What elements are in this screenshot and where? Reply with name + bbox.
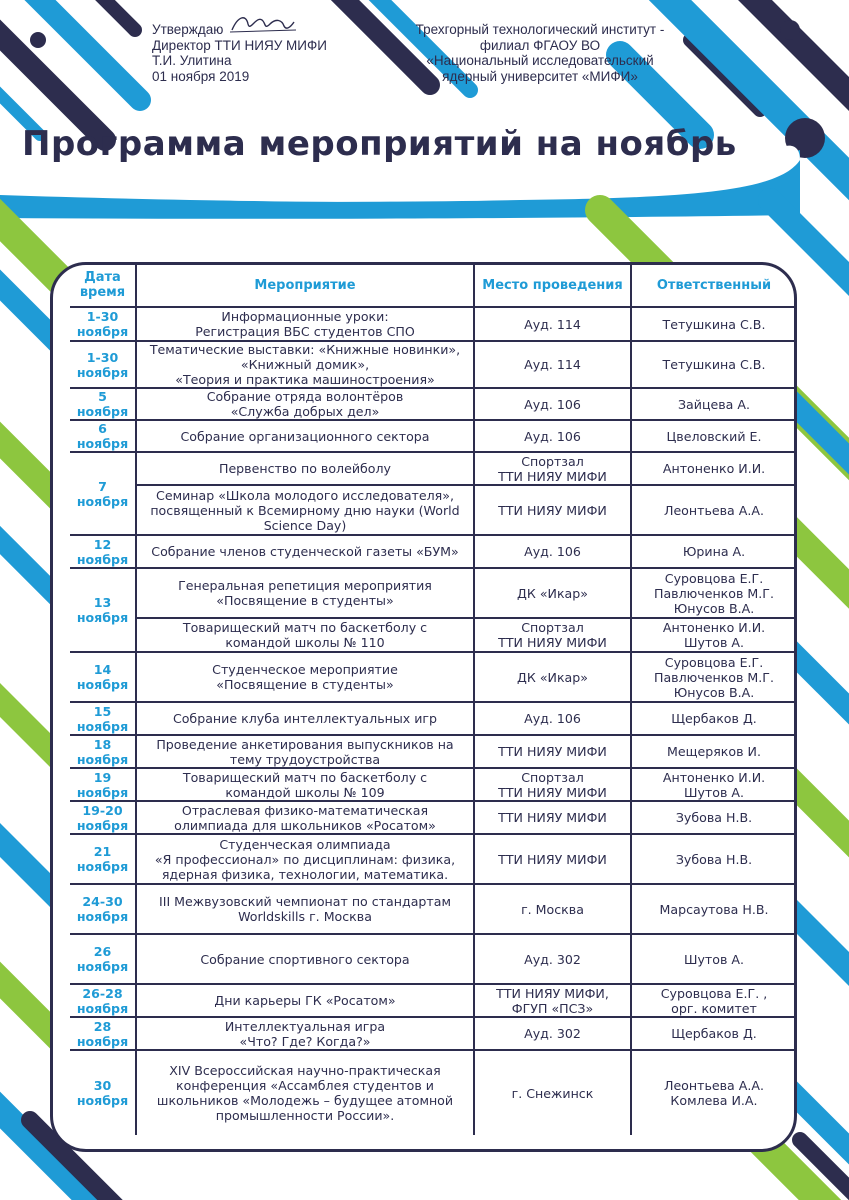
header-place: Место проведения bbox=[474, 264, 631, 307]
table-row bbox=[70, 702, 796, 735]
row-event: Информационные уроки: Регистрация ВБС студентов СПО bbox=[136, 307, 474, 341]
table-row bbox=[70, 735, 796, 768]
row-place: ДК «Икар» bbox=[474, 652, 631, 702]
row-responsible: Мещеряков И. bbox=[631, 735, 796, 768]
row-place: ТТИ НИЯУ МИФИ bbox=[474, 735, 631, 768]
row-date: 19 ноября bbox=[70, 768, 136, 801]
header-event: Мероприятие bbox=[136, 264, 474, 307]
row-place: ДК «Икар» bbox=[474, 568, 631, 618]
row-responsible: Зайцева А. bbox=[631, 388, 796, 420]
row-date: 12 ноября bbox=[70, 535, 136, 568]
row-event: Студенческое мероприятие «Посвящение в студенты» bbox=[136, 652, 474, 702]
row-responsible: Суровцова Е.Г. Павлюченков М.Г. Юнусов В.А. bbox=[631, 652, 796, 702]
row-event: XIV Всероссийская научно-практическая конференция «Ассамблея студентов и школьников «Молодежь – будущее атомной промышленности России». bbox=[136, 1050, 474, 1135]
director-signature bbox=[228, 10, 298, 36]
org-line: «Национальный исследовательский bbox=[426, 53, 654, 68]
org-line: филиал ФГАОУ ВО bbox=[479, 37, 601, 53]
row-responsible: Тетушкина С.В. bbox=[631, 307, 796, 341]
table-row bbox=[70, 652, 796, 702]
row-event: Товарищеский матч по баскетболу с командой школы № 110 bbox=[136, 618, 474, 652]
row-date: 14 ноября bbox=[70, 652, 136, 702]
row-place: Ауд. 114 bbox=[474, 341, 631, 388]
row-date: 21 ноября bbox=[70, 834, 136, 884]
table-header-row bbox=[70, 264, 796, 307]
row-event: Собрание организационного сектора bbox=[136, 420, 474, 452]
row-event: Студенческая олимпиада «Я профессионал» по дисциплинам: физика, ядерная физика, технологии, математика. bbox=[136, 834, 474, 884]
row-date: 26 ноября bbox=[70, 934, 136, 984]
row-date: 1-30 ноября bbox=[70, 341, 136, 388]
row-responsible: Антоненко И.И. Шутов А. bbox=[631, 618, 796, 652]
row-place: г. Снежинск bbox=[474, 1050, 631, 1135]
row-event: Первенство по волейболу bbox=[136, 452, 474, 485]
row-place: ТТИ НИЯУ МИФИ bbox=[474, 801, 631, 834]
row-date: 1-30 ноября bbox=[70, 307, 136, 341]
row-date: 26-28 ноября bbox=[70, 984, 136, 1017]
row-event: Семинар «Школа молодого исследователя», посвященный к Всемирному дню науки (World Science Day) bbox=[136, 485, 474, 535]
row-date: 24-30 ноября bbox=[70, 884, 136, 934]
row-responsible: Щербаков Д. bbox=[631, 702, 796, 735]
row-event: Проведение анкетирования выпускников на тему трудоустройства bbox=[136, 735, 474, 768]
row-date: 5 ноября bbox=[70, 388, 136, 420]
row-place: ТТИ НИЯУ МИФИ, ФГУП «ПСЗ» bbox=[474, 984, 631, 1017]
row-responsible: Цвеловский Е. bbox=[631, 420, 796, 452]
org-line: Трехгорный технологический институт - bbox=[415, 22, 665, 37]
row-responsible: Шутов А. bbox=[631, 934, 796, 984]
row-responsible: Антоненко И.И. Шутов А. bbox=[631, 768, 796, 801]
header-responsible: Ответственный bbox=[631, 264, 796, 307]
row-place: Ауд. 106 bbox=[474, 535, 631, 568]
table-row bbox=[70, 388, 796, 420]
row-responsible: Суровцова Е.Г. , орг. комитет bbox=[631, 984, 796, 1017]
table-row bbox=[70, 984, 796, 1017]
row-responsible: Суровцова Е.Г. Павлюченков М.Г. Юнусов В.А. bbox=[631, 568, 796, 618]
schedule-table bbox=[70, 264, 796, 1135]
row-event: Собрание клуба интеллектуальных игр bbox=[136, 702, 474, 735]
row-event: Товарищеский матч по баскетболу с командой школы № 109 bbox=[136, 768, 474, 801]
table-row bbox=[70, 535, 796, 568]
row-responsible: Зубова Н.В. bbox=[631, 834, 796, 884]
row-event: Тематические выставки: «Книжные новинки», «Книжный домик», «Теория и практика машиностроения» bbox=[136, 341, 474, 388]
row-responsible: Юрина А. bbox=[631, 535, 796, 568]
row-place: Спортзал ТТИ НИЯУ МИФИ bbox=[474, 452, 631, 485]
header-date: Дата время bbox=[70, 264, 136, 307]
row-date: 6 ноября bbox=[70, 420, 136, 452]
table-row bbox=[70, 934, 796, 984]
row-date: 30 ноября bbox=[70, 1050, 136, 1135]
row-event: Отраслевая физико-математическая олимпиада для школьников «Росатом» bbox=[136, 801, 474, 834]
row-place: Ауд. 302 bbox=[474, 1017, 631, 1050]
row-responsible: Зубова Н.В. bbox=[631, 801, 796, 834]
row-place: Ауд. 302 bbox=[474, 934, 631, 984]
row-place: г. Москва bbox=[474, 884, 631, 934]
row-event: Собрание отряда волонтёров «Служба добрых дел» bbox=[136, 388, 474, 420]
approval-date: 01 ноября 2019 bbox=[152, 68, 250, 84]
table-row bbox=[70, 1017, 796, 1050]
row-event: Собрание членов студенческой газеты «БУМ» bbox=[136, 535, 474, 568]
table-row bbox=[70, 618, 796, 652]
table-row bbox=[70, 485, 796, 535]
row-place: Ауд. 106 bbox=[474, 702, 631, 735]
row-date: 13 ноября bbox=[70, 568, 136, 652]
row-place: Ауд. 106 bbox=[474, 420, 631, 452]
row-event: Собрание спортивного сектора bbox=[136, 934, 474, 984]
row-place: Ауд. 114 bbox=[474, 307, 631, 341]
row-responsible: Леонтьева А.А. bbox=[631, 485, 796, 535]
row-place: Спортзал ТТИ НИЯУ МИФИ bbox=[474, 618, 631, 652]
table-row bbox=[70, 341, 796, 388]
row-responsible: Антоненко И.И. bbox=[631, 452, 796, 485]
row-date: 7 ноября bbox=[70, 452, 136, 535]
row-event: Интеллектуальная игра «Что? Где? Когда?» bbox=[136, 1017, 474, 1050]
row-responsible: Марсаутова Н.В. bbox=[631, 884, 796, 934]
table-row bbox=[70, 768, 796, 801]
row-place: Ауд. 106 bbox=[474, 388, 631, 420]
row-place: ТТИ НИЯУ МИФИ bbox=[474, 485, 631, 535]
row-responsible: Леонтьева А.А. Комлева И.А. bbox=[631, 1050, 796, 1135]
organization-block bbox=[395, 22, 685, 84]
table-row bbox=[70, 568, 796, 618]
approve-label: Утверждаю bbox=[152, 22, 224, 37]
table-row bbox=[70, 884, 796, 934]
director-name: Т.И. Улитина bbox=[152, 53, 232, 68]
table-row bbox=[70, 834, 796, 884]
row-date: 19-20 ноября bbox=[70, 801, 136, 834]
table-row bbox=[70, 801, 796, 834]
table-row bbox=[70, 452, 796, 485]
page-title: Программа мероприятий на ноябрь bbox=[22, 124, 737, 164]
row-date: 28 ноября bbox=[70, 1017, 136, 1050]
director-position: Директор ТТИ НИЯУ МИФИ bbox=[152, 37, 327, 53]
table-row bbox=[70, 307, 796, 341]
table-row bbox=[70, 1050, 796, 1135]
row-place: ТТИ НИЯУ МИФИ bbox=[474, 834, 631, 884]
row-date: 18 ноября bbox=[70, 735, 136, 768]
row-event: III Межвузовский чемпионат по стандартам Worldskills г. Москва bbox=[136, 884, 474, 934]
row-responsible: Щербаков Д. bbox=[631, 1017, 796, 1050]
table-body bbox=[70, 307, 796, 1135]
row-place: Спортзал ТТИ НИЯУ МИФИ bbox=[474, 768, 631, 801]
row-responsible: Тетушкина С.В. bbox=[631, 341, 796, 388]
row-event: Генеральная репетиция мероприятия «Посвящение в студенты» bbox=[136, 568, 474, 618]
org-line: ядерный университет «МИФИ» bbox=[442, 68, 638, 84]
row-event: Дни карьеры ГК «Росатом» bbox=[136, 984, 474, 1017]
row-date: 15 ноября bbox=[70, 702, 136, 735]
table-row bbox=[70, 420, 796, 452]
